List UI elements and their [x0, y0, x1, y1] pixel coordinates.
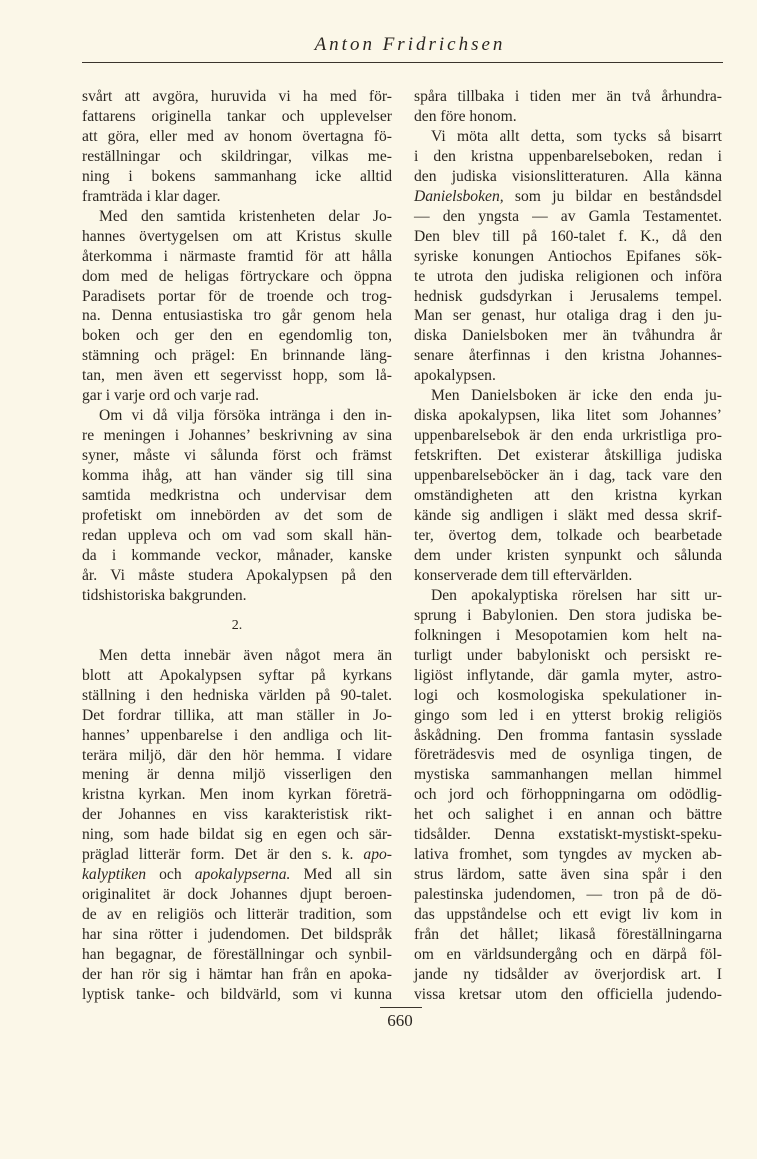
text-line: sprung i Babylonien. Den stora judiska be-	[414, 606, 722, 624]
italic-text: Danielsboken,	[414, 187, 504, 205]
text-line: dom med de heligas förtryckare och öppna	[82, 267, 392, 285]
paragraph	[82, 406, 392, 606]
text-line: Men detta innebär även något mera än	[99, 646, 392, 664]
text-line: senare återfinnas i den kristna Johannes-	[414, 347, 722, 365]
text-line: Med den samtida kristenheten delar Jo-	[99, 207, 392, 225]
text-line: ning i bokens sammanhang icke alltid	[82, 167, 392, 185]
text-line: hannes’ uppenbarelse i den andliga och lit-	[82, 726, 392, 744]
text-line: jande ny tidsålder av överjordisk art. I	[414, 965, 722, 983]
text-line: år. Vi måste studera Apokalypsen på den	[82, 566, 392, 584]
text-line: ställning i den hedniska världen på 90-talet.	[82, 686, 392, 704]
italic-text: kalyptiken	[82, 866, 147, 884]
text-line: diska apokalypsen, lika litet som Johannes’	[414, 407, 722, 425]
text-line: dem under kristen synpunkt och sålunda	[414, 546, 722, 564]
text-line: samtida medkristna och undervisar dem	[82, 487, 392, 505]
text-line: Men Danielsboken är icke den enda ju-	[431, 387, 722, 405]
paragraph	[82, 646, 392, 1005]
text-line: da i kommande veckor, månader, kanske	[82, 546, 392, 564]
text-line: fetskriften. Det existerar åtskilliga judiska	[414, 447, 722, 465]
text-line: omständigheten att den kristna kyrkan	[414, 487, 722, 505]
text-line: åskådning. Den fromma fantasin sysslade	[414, 726, 722, 744]
text-line: palestinska judendomen, — tron på de dö-	[414, 886, 722, 904]
text-segment: och	[146, 866, 195, 884]
text-line: Den apokalyptiska rörelsen har sitt ur-	[431, 586, 722, 604]
text-line: stämning och prägel: En brinnande läng-	[82, 347, 392, 365]
paragraph	[414, 87, 722, 127]
running-head: Anton Fridrichsen	[314, 34, 506, 55]
text-line: hednisk gudsdyrkan i Jerusalems tempel.	[414, 287, 722, 305]
text-line: turligt under babyloniskt och persiskt re-	[414, 646, 722, 664]
text-line: Det fordrar tillika, att man ställer in Jo-	[82, 706, 392, 724]
text-line: de av en religiös och litterär tradition, som	[82, 906, 392, 924]
text-line	[82, 845, 392, 865]
paragraph	[82, 207, 392, 407]
text-line: na. Denna entusiastiska tro går genom hela	[82, 307, 392, 325]
text-line: tan, men även ett segervisst hopp, som lå-	[82, 367, 392, 385]
paragraph	[82, 87, 392, 207]
text-line: ter, övertog dem, tolkade och bearbetade	[414, 526, 722, 544]
text-line: te utrota den judiska religionen och införa	[414, 267, 722, 285]
text-line: gar i varje ord och varje rad.	[82, 387, 260, 405]
text-line: gingo som led i en ytterst brokig religiös	[414, 706, 722, 724]
text-segment: som ju bildar en beståndsdel	[503, 187, 722, 205]
italic-text: apo-	[363, 846, 392, 864]
text-line: strus lärdom, satte även sina spår i den	[414, 866, 722, 884]
page-number: 660	[387, 1011, 413, 1030]
text-line: diska Danielsboken mer än tvåhundra år	[414, 327, 722, 345]
text-line: spåra tillbaka i tiden mer än två århundra-	[414, 88, 722, 105]
text-line	[82, 865, 392, 885]
text-line: och jord och förhoppningarna om odödlig-	[414, 786, 722, 804]
text-line: ning, som hade bildat sig en egen och sär-	[82, 826, 392, 844]
text-line: framträda i klar dager.	[82, 187, 221, 205]
text-line: komma ihåg, att han vänder sig till sina	[82, 467, 392, 485]
paragraph	[414, 586, 722, 1005]
text-line: der Johannes en viss karakteristisk rikt-	[82, 806, 392, 824]
text-line: — den yngsta — av Gamla Testamentet.	[414, 207, 722, 225]
text-line: het och salighet i en annan och bättre	[414, 806, 722, 824]
text-line: svårt att avgöra, huruvida vi ha med för-	[82, 88, 392, 105]
text-line: Om vi då vilja försöka intränga i den in-	[99, 407, 392, 425]
text-line: lyptisk tanke- och bildvärld, som vi kunna	[82, 985, 392, 1003]
section-heading: 2.	[231, 617, 243, 633]
text-line: han begagnar, de föreställningar och synbil-	[82, 946, 392, 964]
text-line: boken och ger den en egendomlig ton,	[82, 327, 392, 345]
text-line: mystiska sammanhangen mellan himmel	[414, 766, 722, 784]
text-line: folkningen i Mesopotamien kom helt na-	[414, 626, 722, 644]
text-line: Vi möta allt detta, som tycks så bisarrt	[431, 127, 722, 145]
header-rule	[82, 62, 723, 63]
text-line: ligiöst inflytande, där gamla myter, astro-	[414, 666, 722, 684]
text-line: syriske konungen Antiochos Epifanes sök-	[414, 247, 722, 265]
text-line: re meningen i Johannes’ beskrivning av sina	[82, 427, 392, 445]
text-line: tidsålder. Denna exstatiskt-mystiskt-speku-	[414, 826, 722, 844]
text-line: lativa fromhet, som tyngdes av mycken ab-	[414, 846, 722, 864]
left-column	[82, 87, 392, 1005]
text-line: apokalypsen.	[414, 367, 496, 385]
text-line: företrädesvis med de osynliga tingen, de	[414, 746, 722, 764]
text-line: återkomma i närmaste framtid för att hålla	[82, 247, 392, 265]
text-line: uppenbarelseböcker än i dag, tack vare den	[414, 467, 722, 485]
text-line: logi och kosmologiska spekulationer in-	[414, 686, 722, 704]
text-line: om en världsundergång och en därpå föl-	[414, 945, 722, 963]
italic-text: apokalypserna.	[194, 866, 291, 884]
text-line: blott att Apokalypsen syftar på kyrkans	[82, 666, 392, 684]
text-segment: Med all sin	[290, 866, 392, 884]
text-line: mening är denna miljö visserligen den	[82, 766, 392, 784]
text-line: reställningar och skildringar, vilkas me-	[82, 147, 392, 165]
text-segment: präglad litterär form. Det är den s. k.	[82, 846, 364, 864]
text-line: syner, måste vi sålunda först och främst	[82, 447, 392, 465]
text-line: kände sig andligen i släkt med dessa skrif-	[414, 507, 722, 525]
paragraph	[414, 386, 722, 586]
text-line: i den kristna uppenbarelseboken, redan i	[414, 147, 722, 165]
footer-rule	[380, 1007, 422, 1008]
text-line: fattarens originella tankar och upplevelser	[82, 107, 392, 125]
text-line	[414, 187, 722, 207]
text-line: har sina rötter i judendomen. Det bildspråk	[82, 926, 392, 944]
text-line: vissa kretsar utom den officiella judendo-	[414, 985, 722, 1003]
text-line: Paradisets portar för de troende och trog-	[82, 287, 392, 305]
text-line: tidshistoriska bakgrunden.	[82, 586, 247, 604]
text-line: terära miljö, där den hör hemma. I vidare	[82, 746, 392, 764]
text-line: den judiska visionslitteraturen. Alla känna	[414, 167, 722, 185]
text-line: originalitet är dock Johannes djupt beroen-	[82, 886, 392, 904]
text-line: uppenbarelsebok är den enda urkristliga pro-	[414, 427, 722, 445]
text-line: hannes övertygelsen om att Kristus skulle	[82, 227, 392, 245]
text-line: från det hållet; likaså föreställningarna	[414, 926, 722, 944]
text-line: der han rör sig i hämtar han från en apoka-	[82, 965, 392, 983]
paragraph	[414, 127, 722, 386]
text-line: das uppståndelse och ett evigt liv kom in	[414, 906, 722, 924]
text-line: den före honom.	[414, 107, 517, 125]
text-line: kristna kyrkan. Men inom kyrkan företrä-	[82, 786, 392, 804]
text-line: profetiskt om innebörden av det som de	[82, 507, 392, 525]
text-line: Den blev till på 160-talet f. K., då den	[414, 227, 722, 245]
text-line: konserverade dem till eftervärlden.	[414, 566, 633, 584]
right-column	[414, 87, 722, 1005]
text-line: redan uppleva och om vad som skall hän-	[82, 526, 392, 544]
text-line: att göra, eller med av honom övertagna fö-	[82, 127, 392, 145]
text-line: Man ser genast, hur otaliga drag i den ju-	[414, 307, 722, 325]
